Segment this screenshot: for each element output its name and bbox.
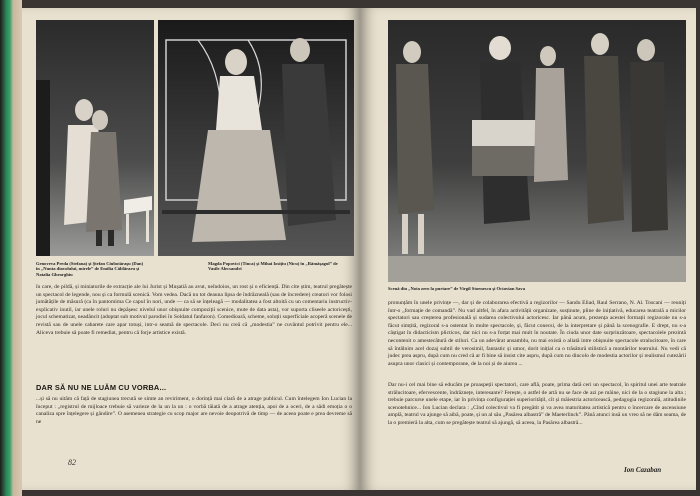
photo-image-2 <box>158 20 354 256</box>
photo-stage-scene-3 <box>388 20 686 282</box>
right-page <box>360 8 696 490</box>
photo-1-caption: Genoveva Preda (Stefana) și Ştefan Ciubotărașu (Dan) în „Nunta diavolului, mirele” de Emilia Căldăraru și Natalia Gheorghiu <box>36 261 144 277</box>
photo-3-caption: Scenă din „Nota zero la purtare” de Virgil Stoenescu și Octavian Sava <box>388 286 526 291</box>
photo-image-1 <box>36 20 154 256</box>
left-body-paragraph-2: ...și să nu uităm că față de stagiunea trecută se simte an reviriment, o dorință mai clară de a atrage publicul. Cum întelegem Ion Lucian la început : „registrul de mijloace trebuie să varieze de la un la un : o vorbă tăiată de a atrage atenția, apoi de a oceri, de a sădi emoția o o canaliza spre înțelegere și gândire”. O asemenea strategie cu scop major are nevoie deopotrivă de timp — de aceea poate e prea devreme să ne <box>36 396 352 425</box>
photo-stage-scene-2 <box>158 20 354 256</box>
book-page-edges <box>0 0 22 496</box>
right-body-paragraph-1: pronunțăm în unele privințe —, dar și de colaborarea efectivă a regizorilor — Sandu Eliad, Raul Serrano, N. Al. Toscani — reuniți într-o „formație de comandă”. Nu vad altfel, în afara activității organizate, susținute, pline de inițiativă, educarea teatrală a micilor spectatori sau creșterea profesională și sudarea colectivului actoricesc. Iar până acum, prezența acestei formații regizorale nu s-a făcut simțită, regizoral s-a ostentat în multe spectacole, și, făcut conecsi, de la interpretare și până la scenografie. E drept, nu s-a câștigat în didacticism plicticos, dar nici nu s-a forțat mai mult în noutate. În ciuda unor date surprinzătoare, spectacolele prezintă necontenit o amestecătură de stiluri. Ca un adevărat ansamblu, nu mai există o aliată intre obișnuite spectacole stralucitoare, în care să întâlnim acel dozaj subtil de verosimil, fantastic și umor, dorit inițial ca o trăsătură stilistică a montărilor teatrului. Nu vedi că judec prea aspru, după cum nu cred că ar fi bine să insist cite aspru, după cum nu dincolo de modestia actorilor și realismul cutezării asupra unor clasici și contemporane, de la noi și de aiurea ... <box>388 300 686 367</box>
right-body-paragraph-2: Dar nu-i cel mai bine să educăm pe proaspeții spectatori, care află, poate, prima dată ceri un spectacol, în spiritul unei arte teatrale strălucitoare, efervescente, îndrăznețe, interesante? Ferește, o astfel de artă nu se face de azi pe mâine, nici de la o stagiune la alta ; trebuie parcurse unele etape, iar în privința configurației superioritățil, cît și măiestria actoricească, pedagogia regizorală, atitudinile scenotehnice... Ion Lucian declara : „Cînd colectivul va fi pregătit și va avea maturitatea artistică pentru o încercare de ascensiune amplă, teatrul va ajunge să aibă, poate, și un al său „Pasărea albastră” de Maeterlinck”. Până atunci insă un vreo să ne dăm seama, de la o premieră la alta, cum se pregătește teatrul să ajungă, să aceea, la Pasărea albastră... <box>388 382 686 426</box>
left-page <box>22 8 360 490</box>
photo-image-3 <box>388 20 686 282</box>
left-page-number: 82 <box>68 458 76 467</box>
section-heading: DAR SĂ NU NE LUĂM CU VORBA... <box>36 383 167 392</box>
left-body-paragraph-1: în care, de pildă, și miniaturile de extracție ale lui Jurist și Mușatiă au avut, neîndoios, un rost și o eficiență. Din cite știm, teatrul pregătește un spectacol de legende, nou și ca formulă scenică. Vom vedea. Dacă nu tot deauna lipsa de îndrăzneală (sau de încredere) creatori vor folosi jumătățile de măsură (ca în pantomima Ce capul în nori, unde — ca să se înțeleagă — modalitatea a fost altoită cu un comentariu instructiv-explicativ inutil, iar unele roluri nu depășesc nivelul unor obișnuite compoziții scenice, mute de data asta), vor suporta cliseele actoricești, jocul schematizat, neadâncit (adoptat sub motivul parodiei în Soldatul fanfaron). Comedioară, scheme, soluții superficiale acoperă scenele de revistă sau de unele cabarete care apar totuși, intr-o seamă de spectacole. Deci nu creă că „modestia” ne cuvântul potrivit pentru ele... Aliceva trebuie să poate fi remediat, pentru că forje artistice există. <box>36 284 352 336</box>
author-signature: Ion Cazaban <box>624 466 662 474</box>
photo-stage-scene-1 <box>36 20 154 256</box>
photo-2-caption: Magda Popovici (Tinca) și Mihai Iosițiu (Nicu) în „Rămășagul” de Vasile Alecsandri <box>208 261 338 272</box>
